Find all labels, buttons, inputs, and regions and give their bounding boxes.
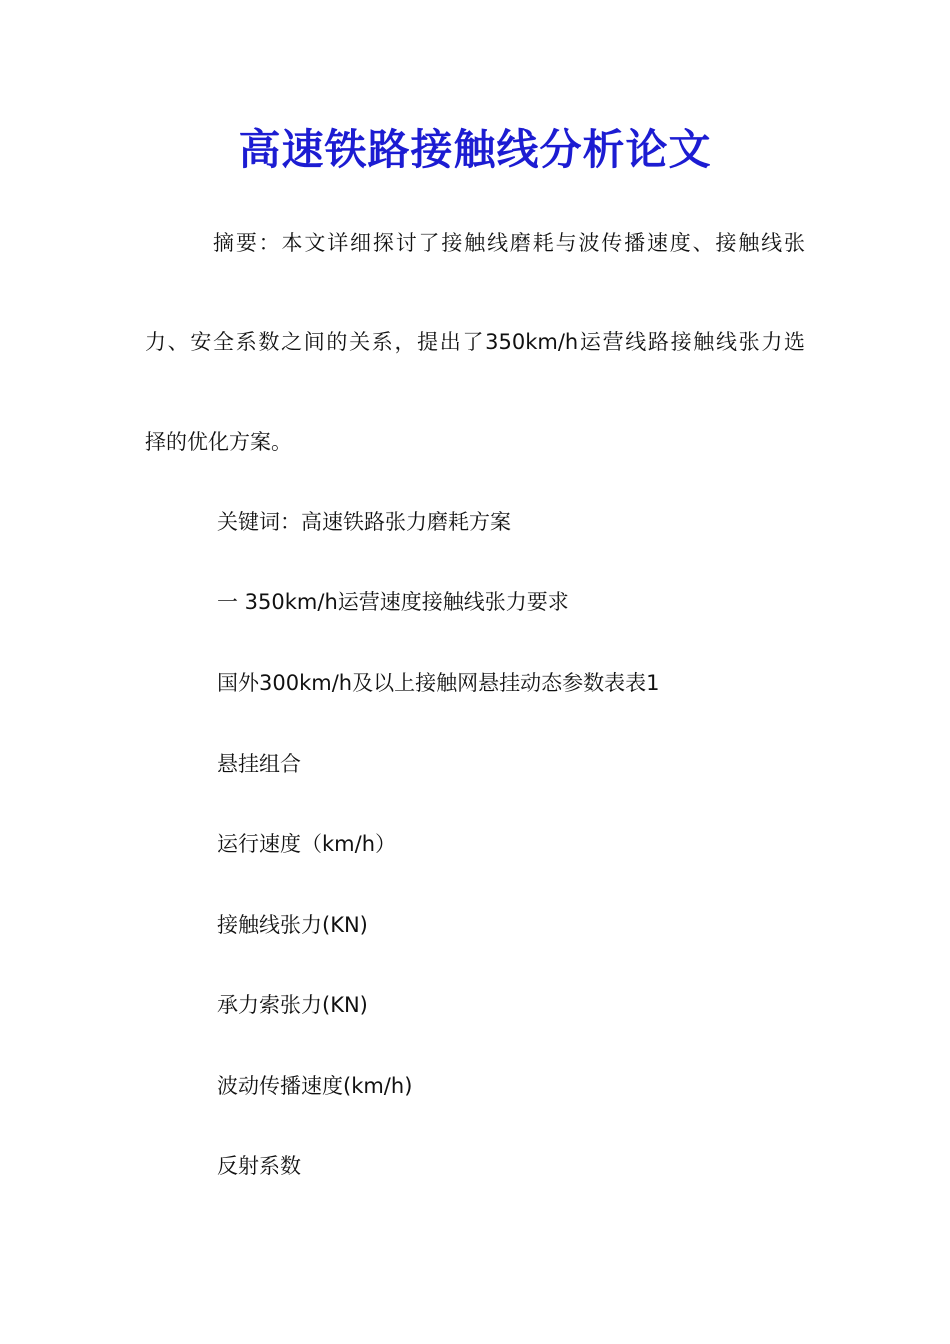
table-header-speed: 运行速度（km/h） — [217, 832, 397, 856]
table-caption: 国外300km/h及以上接触网悬挂动态参数表表1 — [217, 671, 660, 695]
table-header-suspension: 悬挂组合 — [217, 752, 301, 776]
abstract-line-2: 力、安全系数之间的关系，提出了350km/h运营线路接触线张力选 — [145, 330, 805, 354]
table-header-messenger-tension: 承力索张力(KN) — [217, 993, 368, 1017]
document-title: 高速铁路接触线分析论文 — [238, 125, 712, 174]
table-header-wave-speed: 波动传播速度(km/h) — [217, 1074, 413, 1098]
keywords: 关键词：高速铁路张力磨耗方案 — [217, 510, 511, 534]
section-heading: 一 350km/h运营速度接触线张力要求 — [217, 590, 569, 614]
table-header-contact-wire-tension: 接触线张力(KN) — [217, 913, 368, 937]
abstract-line-3: 择的优化方案。 — [145, 430, 292, 454]
abstract-line-1: 摘要：本文详细探讨了接触线磨耗与波传播速度、接触线张 — [213, 231, 805, 255]
table-header-reflection: 反射系数 — [217, 1154, 301, 1178]
